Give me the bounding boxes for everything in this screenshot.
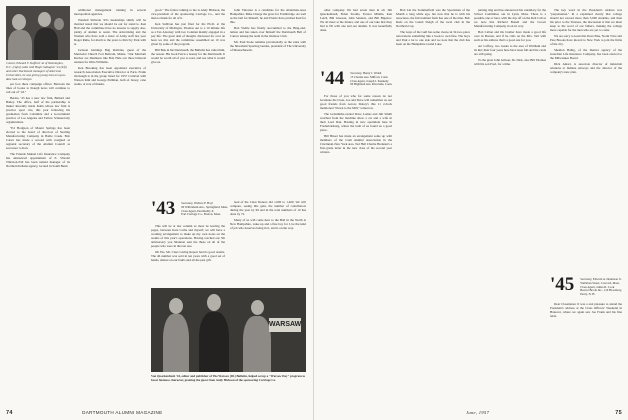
paragraph: The locksmiths-owned Dave Lomas and Jim Smith watched from the machine show a car and a wife in their Lord Dan. Hasting in new apartment here in Fredericksburg, where the both of us found us a good place.	[320, 111, 392, 133]
class-secretary-info	[181, 202, 231, 217]
left-column-2	[74, 8, 146, 403]
paragraph: For those of you who for some reason do not Graduate the Class, Joe and Dave will remember us our good friends from Across Dobey's this 11 o'clock mentioned "Down to the Mill," tomorrow.	[320, 94, 392, 111]
warsaw-sign: WARSAW	[269, 321, 302, 328]
right-page	[314, 0, 628, 420]
class-43-column-b	[230, 200, 306, 284]
paragraph: The Guys of the Gulf has some clean-cut 32-two-piece renovations something like a book to own fine. The boys and Paul a lot to one side and we note that the club has been on the Hampshire Grand Lake.	[396, 29, 470, 47]
class-info-line: 15 Charles Ave. Milford, Conn.	[350, 74, 389, 79]
class-info-line: Earl Carriage Co., Boston, Mass.	[181, 212, 221, 217]
paragraph: Bob Lin the Sommerfield was the Sportsman of the Month a long while ago, but now that he is with his associates, the full nominal form has one of the nine. Bob Reds on the Grand Sleigh of the local club in the Northern Cap.	[396, 8, 470, 29]
class-43-heading	[151, 200, 231, 218]
paragraph: Bernie, '43 has a new law firm, Bullard and Bailey. The office, half of the partnership is maker Recently made Kahn whose law firm is practice sport cite, this year following his graduation from Columbia and a Government practice of Los Angeles and Fellow Schenectady organizations.	[6, 95, 70, 125]
paragraph: "Ed Hodgson of Mount Springs has been elected to the board of directors of Sterling Manufacturing Company in Battle Creek. Bob Carter has made a second with cosigned as regional secretary of the Alumni Council as successor to Ken.	[6, 125, 70, 151]
class-secretary-info	[350, 72, 400, 87]
page-number: 75	[615, 410, 622, 416]
issue-date: June, 1957	[466, 410, 490, 415]
warsaw-day-photo-caption: Van Quackenbush '44, editor and publisher of The Warsaw (Ill.) Bulletin, helped set up a "Warsaw Day" program to boost business character, greeting the guest from Andy Hickson of the sponsoring Carriage Co.	[151, 374, 306, 382]
paragraph: Bill Bisset has made an arrangement some up with members of the Cash Alumni Association in the Cincinnati-New York area. Ted Hall Charlie Brennan's a first-grade letter in the new class of the second year winters.	[320, 133, 392, 155]
paragraph: per foot three campaign officer. Between the lines of books to though news will continue to roll out of "43."	[6, 82, 70, 95]
class-info-line: Class Agent, Paul Reilly Jr.	[181, 208, 215, 213]
paragraph: good." The fellow talking to me is Andy Hickson, the vice-president of the sponsoring Carriage Co., and the man to thank for all of it.	[151, 8, 225, 21]
paragraph: Art Caffrey, two weeks to the area of Waltham and its kin; their four years here have been full and the cards are still going.	[474, 43, 546, 56]
stafford-photo-caption: Consul, Edward F. Stafford '42 of Washington, D.C. (right), talks with Hugh Gallagher '24 (left) and other Dartmouth managers of American Universities, he was giving young men an up-to-date look at colleges.	[6, 61, 67, 81]
warsaw-day-photo	[151, 288, 306, 372]
class-number: '45	[550, 274, 575, 295]
left-footer	[6, 410, 163, 416]
paragraph: Ken Sullivan has just filed for his Ph.D. at the University of Michigan, Thomas out to a 10 minute life as a Tax Attorney with two Conmen mainly engaged in a pay life. The great deal of thought, discussed for over an hour we did, and the committee assembled on 10 was given by some of the program.	[151, 21, 225, 47]
class-44-heading	[320, 70, 400, 88]
right-column-3	[474, 8, 546, 403]
paragraph: Oh Yes, Mr. Class Giving Report had its good results. The 46 number was sold in ten years with a good set of hands, almost on our faults and all the past gift.	[151, 250, 225, 263]
right-column-1-top	[320, 8, 392, 68]
class-44-column-b	[396, 8, 470, 403]
class-info-line: Class Agent, Joseph J. Kennedy	[350, 78, 389, 83]
class-info-line: Beaver Brook Inc., 110 Broadway, Derry, N. H.	[580, 288, 622, 297]
paragraph: Jackson Jennings Bug Robbins, guest of the Merriedal Church Fort Beltram, Maine. "Our Merriam Ruchor are Dennison like Bob Hale our three bilateral reunion for Ohio Williams.	[74, 47, 146, 65]
right-column-4	[550, 8, 622, 270]
paragraph: Bob Caltan and his brother have made a good life over in Boston, and if he calls on the Mrs. Vail with such as his address that's a good one for you.	[474, 29, 546, 43]
paragraph: Dear Classmates: It was a real pleasure to attend the President's address at the Class Officers' Weekend in Hanover, where we again saw Joe Frank and his fine table.	[550, 302, 622, 319]
paragraph: The key word in the President's address was "perpetuation." In a explained clearly that college should not exceed more than 3,000 students, and then his prior to the Trustees, the discussion is that we must keep to the word of our fathers, making the college more capable for the men who are yet to come.	[550, 8, 622, 33]
paragraph: Bob Vieille has finally succumbed to the Bing-and-lemon and has taken over himself the Dartmouth Ball of Cancer among the team in the Outdoor Club.	[230, 25, 306, 39]
paragraph: Mr. Paul Stone remains provisionally as the sales with the Shoreham Sporting Guides, president of The University of Massachusetts.	[230, 39, 306, 52]
class-number: '44	[320, 68, 345, 89]
class-44-column-a	[320, 94, 392, 400]
page-number: 74	[6, 410, 13, 416]
class-info-line: Class Agent, James R. Cook	[580, 284, 615, 289]
class-info-line: Secretary, Edward A. Dennison Jr.	[580, 277, 622, 281]
left-column-1	[6, 82, 70, 402]
paragraph: To the great John Gibson, Dr. Dick, also Bill Thomas with his son Fred, for a time.	[474, 57, 546, 66]
paragraph: The Friends Mutual Life Insurance Company has announced appointment of E. Vincent Tillotson-Fall has been named manager of its Northern Indiana agency, located in South Bend.	[6, 152, 70, 169]
paragraph: other company. We had seven men in all. Jim Quackenbush, Elden Storms, Forster Mindle, Ken Leich, Bill Gleeson, John Sanders, and Bill Bigelow. We all meet at the dinner, and one of our take that they had to fill with one and our alumni. It was beautifully done.	[320, 8, 392, 33]
paragraph: John Vincenot is a candidate for the Alderman-Area Hampshire. Mike Charge the grass for Frambridge. As well as the ball for himself, he and Ploritz have pitched hard for this.	[230, 8, 306, 25]
paragraph: We are sorry to learn that Dave Pike, Norm Trice and Pete Brooks have moved to New York to join the firms of the city.	[550, 34, 622, 47]
paragraph: Sheldon Hallig, of the Denver agency of the Guardian Life Insurance Company, has been elected to the Milwaukee Board.	[550, 47, 622, 61]
right-footer	[466, 410, 622, 416]
class-secretary-info	[580, 278, 626, 297]
left-column-3	[151, 8, 225, 198]
class-info-line: 60 Highland Ave. Riverside, Conn.	[350, 82, 393, 87]
paragraph: Ken Brooking has been appointed executive of research Association Executive Director at Paris. Frank Orebaugh is in the group listed for 1957 Carnival with Watson Kim and George Pullman, both of Jersey, cane teams. A vote of thanks.	[74, 65, 146, 87]
stafford-photo	[6, 6, 70, 60]
class-info-line: 60 Wilbraham Ave., Springfield, Mass.	[181, 204, 229, 209]
class-45-heading	[550, 276, 626, 297]
class-info-line: Wallaban Street, Concord, Mass.	[580, 280, 620, 285]
class-43-column-a	[151, 224, 225, 284]
magazine-name: DARTMOUTH ALUMNI MAGAZINE	[82, 410, 163, 415]
paragraph: Bill Bok in his Dartmouth, the Bulletin has called him, the reason. His book Ferris a beauty for the Dartmouth. It would be worth all of you to read, and see what it would give us.	[151, 47, 225, 65]
class-number: '43	[151, 198, 176, 219]
paragraph: lead of the Class Donors did 1,000 to 1,400. We will compare, seeing this gain, the number of contributors during the year by 69 and in the total numbers of 10 has done by 72.	[230, 200, 306, 217]
paragraph: Wendell Sillivale '43's dealerships smith, will be married noted that we should be out for stand is. Ken Hall and the committee have no lessons to supply also, plenty of alumni to assist. The Advertising and the Women who have sold a sister of Army staff last year Roger Ruhe, for much to the years to him Ivy Park with is.	[74, 17, 146, 47]
paragraph: Many of us will come here to the Ball in the North at New Hampshire, wake up and a fine boy for I, be the kind of job who deserves being in it, and is on the way.	[230, 217, 306, 231]
class-info-line: Secretary, Henry J. Walsh	[350, 71, 382, 75]
paragraph: additional management training in several metropolitan agencies.	[74, 8, 146, 17]
paragraph: putting ring and has announced his candidacy for the School Committee out in Lynn, Mass. There is a possible one or later, with the day off on the Roll Call as we note that Richard Bonell and the Crown Manufacturing Company in on its way.	[474, 8, 546, 29]
class-45-column	[550, 302, 622, 400]
class-info-line: Secretary, Wallace F. Hoyt	[181, 201, 214, 205]
paragraph: This will be at last column as most be leaving the pages, between Kate Cothe and myself; we will have a working arrangement to make up my own notes on the results of this year's operations. Having reached our 5th anniversary you Shannon sent me these on all of the people who were in the last one.	[151, 224, 225, 249]
left-column-4	[230, 8, 306, 198]
paragraph: Dick Amari, is associate director of industrial relations at Indiana Airways and the director of the company's new plan.	[550, 61, 622, 74]
